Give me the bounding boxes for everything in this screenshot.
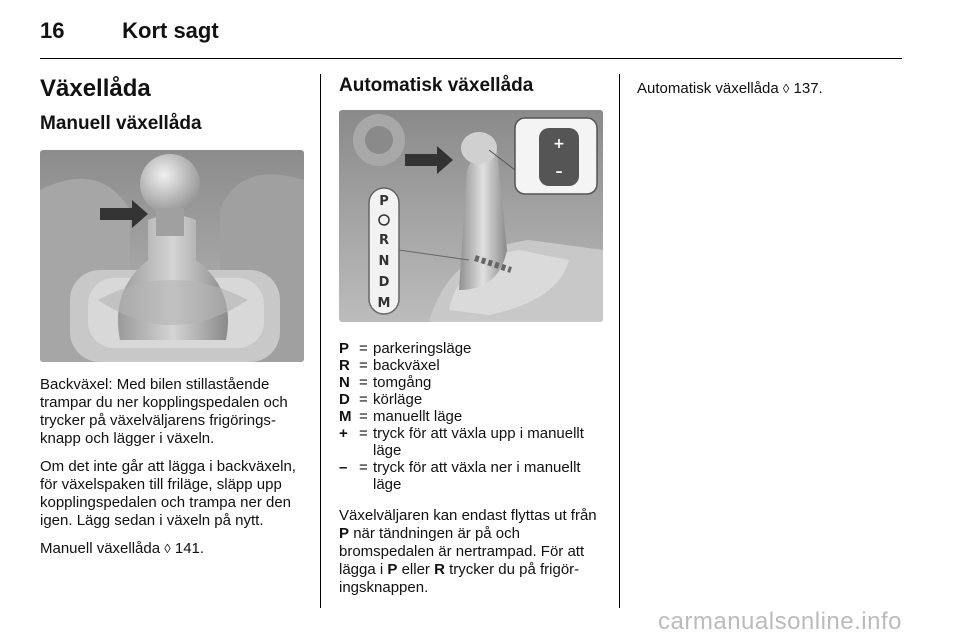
definition-row [339, 425, 603, 459]
text-fragment: trycker du på frigöringsknappen. [339, 561, 580, 596]
svg-text:–: – [555, 164, 563, 180]
def-equals: = [359, 459, 368, 476]
gear-letter-m: M [377, 296, 391, 311]
def-value: parkeringsläge [373, 340, 472, 357]
xref-label: Manuell växellåda [40, 540, 161, 557]
def-value: manuellt läge [373, 408, 463, 425]
definition-row [339, 459, 603, 493]
definition-row [339, 391, 603, 408]
header-rule [40, 58, 902, 59]
subtitle-automatic: Automatisk växellåda [339, 75, 534, 96]
automatic-gear-illustration [339, 110, 603, 322]
definition-row [339, 357, 603, 374]
def-equals: = [359, 408, 368, 425]
def-key: P [339, 340, 350, 357]
column-divider [320, 74, 321, 608]
definition-row [339, 340, 603, 357]
watermark: carmanualsonline.info [658, 608, 902, 635]
def-equals: = [359, 357, 368, 374]
bold-p: P [387, 561, 398, 578]
column-reference [637, 70, 901, 98]
def-value: körläge [373, 391, 423, 408]
page-header [40, 18, 219, 44]
def-key: N [339, 374, 350, 391]
xref-icon: ◊ [164, 541, 171, 556]
section-title: Växellåda [40, 75, 151, 102]
column-automatic-transmission [339, 70, 603, 597]
def-value: backväxel [373, 357, 440, 374]
xref-icon: ◊ [782, 81, 790, 96]
gear-letter-p: P [379, 194, 389, 209]
text-fragment: eller [401, 561, 430, 578]
def-value: tryck för att växla upp i manuellt läge [373, 425, 584, 459]
def-key: D [339, 391, 350, 408]
automatic-xref[interactable] [637, 80, 901, 98]
def-key: M [339, 408, 352, 425]
column-divider [619, 74, 620, 608]
minus-icon: – [339, 459, 348, 476]
xref-page: 137. [793, 80, 823, 97]
def-equals: = [359, 391, 368, 408]
gear-letter-d: D [378, 275, 390, 290]
subtitle-manual: Manuell växellåda [40, 113, 202, 134]
svg-text:+: + [553, 136, 565, 152]
def-key: R [339, 357, 350, 374]
text-fragment: när tändningen är på och bromspedalen är nertrampad. För att lägga i [339, 525, 585, 578]
def-equals: = [359, 374, 368, 391]
manual-gear-illustration [40, 150, 304, 362]
def-equals: = [359, 340, 368, 357]
plus-icon: + [339, 425, 348, 442]
shift-lever-text [339, 507, 603, 597]
gear-letter-n: N [378, 254, 390, 269]
gear-definitions [339, 340, 603, 493]
def-equals: = [359, 425, 368, 442]
reverse-gear-text: Backväxel: Med bilen stillastående trampar du ner kopplingspedalen och trycker på växelväljarens frigöringsknapp och lägger i växeln. [40, 376, 288, 447]
bold-p: P [339, 525, 350, 542]
def-value: tryck för att växla ner i manuellt läge [373, 459, 581, 493]
def-value: tomgång [373, 374, 432, 391]
manual-xref[interactable] [40, 540, 304, 558]
page-number: 16 [40, 18, 65, 43]
bold-r: R [434, 561, 445, 578]
column-manual-transmission [40, 70, 304, 558]
manual-gear-figure [40, 150, 304, 362]
gear-letter-r: R [378, 233, 390, 248]
automatic-gear-figure [339, 110, 603, 322]
reverse-gear-retry-text: Om det inte går att lägga i backväxeln, för växelspaken till friläge, släpp upp kopplingspedalen och trampa ner den igen. Lägg sedan i växeln på nytt. [40, 458, 296, 529]
definition-row [339, 408, 603, 425]
xref-label: Automatisk växellåda [637, 80, 779, 97]
text-fragment: Växelväljaren kan endast flyttas ut från [339, 507, 597, 524]
xref-page: 141. [174, 540, 205, 557]
definition-row [339, 374, 603, 391]
chapter-title: Kort sagt [122, 18, 219, 43]
